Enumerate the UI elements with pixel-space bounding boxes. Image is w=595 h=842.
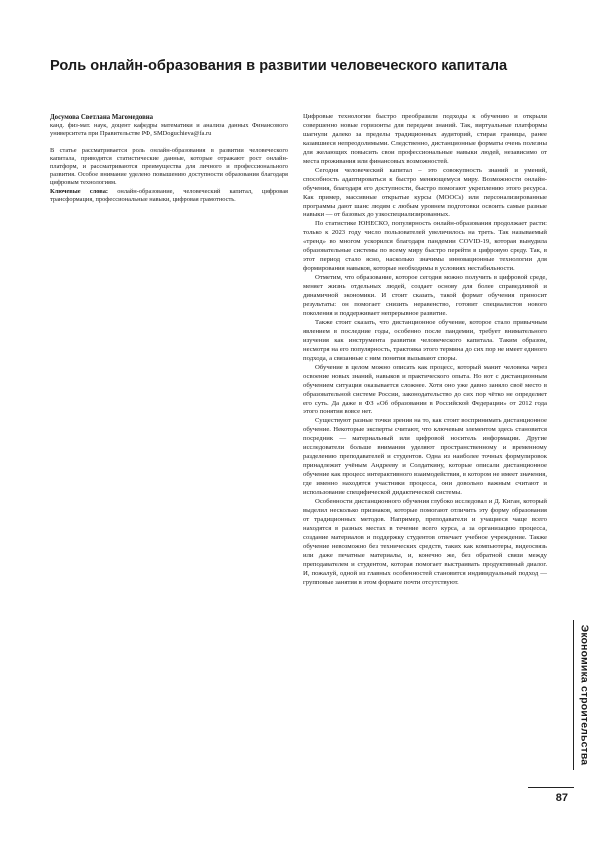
article-title: Роль онлайн-образования в развитии человеческого капитала bbox=[50, 58, 508, 74]
keywords-label: Ключевые слова: bbox=[50, 187, 109, 195]
page-number-rule bbox=[528, 787, 574, 788]
abstract: В статье рассматривается роль онлайн-образования в развитии человеческого капитала, приводятся статистические данные, которые отражают рост онлайн-платформ, и рассматриваются преимущества для личного и профессионального развития. Особое внимание уделено повышению доступности образования благодаря цифровым технологиям. bbox=[50, 146, 288, 187]
author-name: Досумова Светлана Магомедовна bbox=[50, 114, 154, 121]
body-paragraph: Отметим, что образование, которое сегодня можно получить в цифровой среде, меняет жизнь отдельных людей, создает основу для более справедливой и динамичной экономики. И стоит сказать, такой формат обучения приносит результаты: он помогает снизить неравенство, готовит специалистов нового поколения и поддерживает непрерывное развитие. bbox=[303, 274, 547, 317]
body-paragraph: По статистике ЮНЕСКО, популярность онлайн-образования продолжает расти: только к 2023 году число пользователей увеличилось на треть. Так называемый «тренд» во многом ускорился благодаря пандемии COVID-19, которая вынудила образовательные системы по всему миру быстро перейти в цифровую среду. Так, в этот период стало ясно, насколько значимы инновационные технологии для формирования навыков, которые необходимы в условиях нестабильности. bbox=[303, 220, 547, 273]
keywords-text: онлайн-образование, человеческий капитал, цифровая трансформация, профессиональные навыки, цифровая грамотность. bbox=[50, 187, 288, 203]
body-paragraph: Особенности дистанционного обучения глубоко исследовал и Д. Киган, который выделил несколько признаков, которые помогают отличить эту форму образования от традиционных методов. Например, преподаватели и учащиеся чаще всего находятся в разных местах в течение всего курса, а за организацию процесса, создание материалов и поддержку студентов отвечает учебное учреждение. Также обучение невозможно без технических средств, таких как компьютеры, видеосвязь или даже печатные материалы, и, конечно же, без обратной связи между преподавателем и студентом, которая помогает выстраивать продуктивный диалог. И, пожалуй, одной из главных особенностей становится индивидуальный подход — групповые занятия в этом формате почти отсутствуют. bbox=[303, 497, 547, 586]
body-paragraph: Цифровые технологии быстро преобразили подходы к обучению и открыли совершенно новые горизонты для передачи знаний. Так, виртуальные платформы шагнули далеко за пределы традиционных аудиторий, стирая границы, ранее казавшиеся непреодолимыми. Следственно, дистанционные форматы очень полезны для желающих повысить свои профессиональные навыки людей, независимо от места проживания или финансовых возможностей. bbox=[303, 113, 547, 165]
page-number: 87 bbox=[555, 792, 568, 804]
body-paragraph: Обучение в целом можно описать как процесс, который манит человека через освоение новых знаний, навыков и практического опыта. Но вот с дистанционным обучением ситуация оказывается сложнее. Хотя оно уже давно заняло своё место в образовательной системе России, законодательство до сих пор чётко не определяет его суть. Да даже в ФЗ «Об образовании в Российской Федерации» от 2012 года этого понятия вовсе нет. bbox=[303, 363, 547, 416]
article-body bbox=[303, 113, 547, 588]
body-paragraph: Сегодня человеческий капитал – это совокупность знаний и умений, способность адаптироваться к быстро меняющемуся миру. Возможности онлайн-обучения, благодаря его доступности, быстро помогают укреплению этого ресурса. Как пример, массивные открытые курсы (MOOCs) или персонализированные программы дают шанс людям с любым уровнем подготовки освоить самые разные навыки — от базовых до узкоспециализированных. bbox=[303, 166, 547, 219]
author-affiliation: канд. физ-мат. наук, доцент кафедры математики и анализа данных Финансового университета при Правительстве РФ, SMDoguchieva@fa.ru bbox=[50, 122, 288, 138]
body-paragraph: Также стоит сказать, что дистанционное обучение, которое стало привычным явлением в последние годы, особенно после пандемии, требует внимательного изучения как инструмента развития человеческого капитала. Таким образом, несмотря на его популярность, трактовка этого термина до сих пор не имеет единого подхода, а связанные с ним понятия вызывают споры. bbox=[303, 318, 547, 362]
keywords bbox=[50, 188, 288, 204]
body-paragraph: Существуют разные точки зрения на то, как стоит воспринимать дистанционное обучение. Некоторые эксперты считают, что ключевым элементом здесь становится посредник — материальный или цифровой носитель информации. Другие исследователи больше внимания уделяют пространственному и временному разделению преподавателей и студентов. Одна из наиболее точных формулировок принадлежит учёным Андрееву и Солдаткину, которые описали дистанционное обучение как процесс интерактивного взаимодействия, в котором не имеет значения, где именно находятся участники процесса, они довольно важным считают и использование специфической дидактической системы. bbox=[303, 417, 547, 497]
journal-section-label: Экономика строительства bbox=[578, 624, 590, 766]
author-and-abstract-column bbox=[50, 114, 288, 204]
